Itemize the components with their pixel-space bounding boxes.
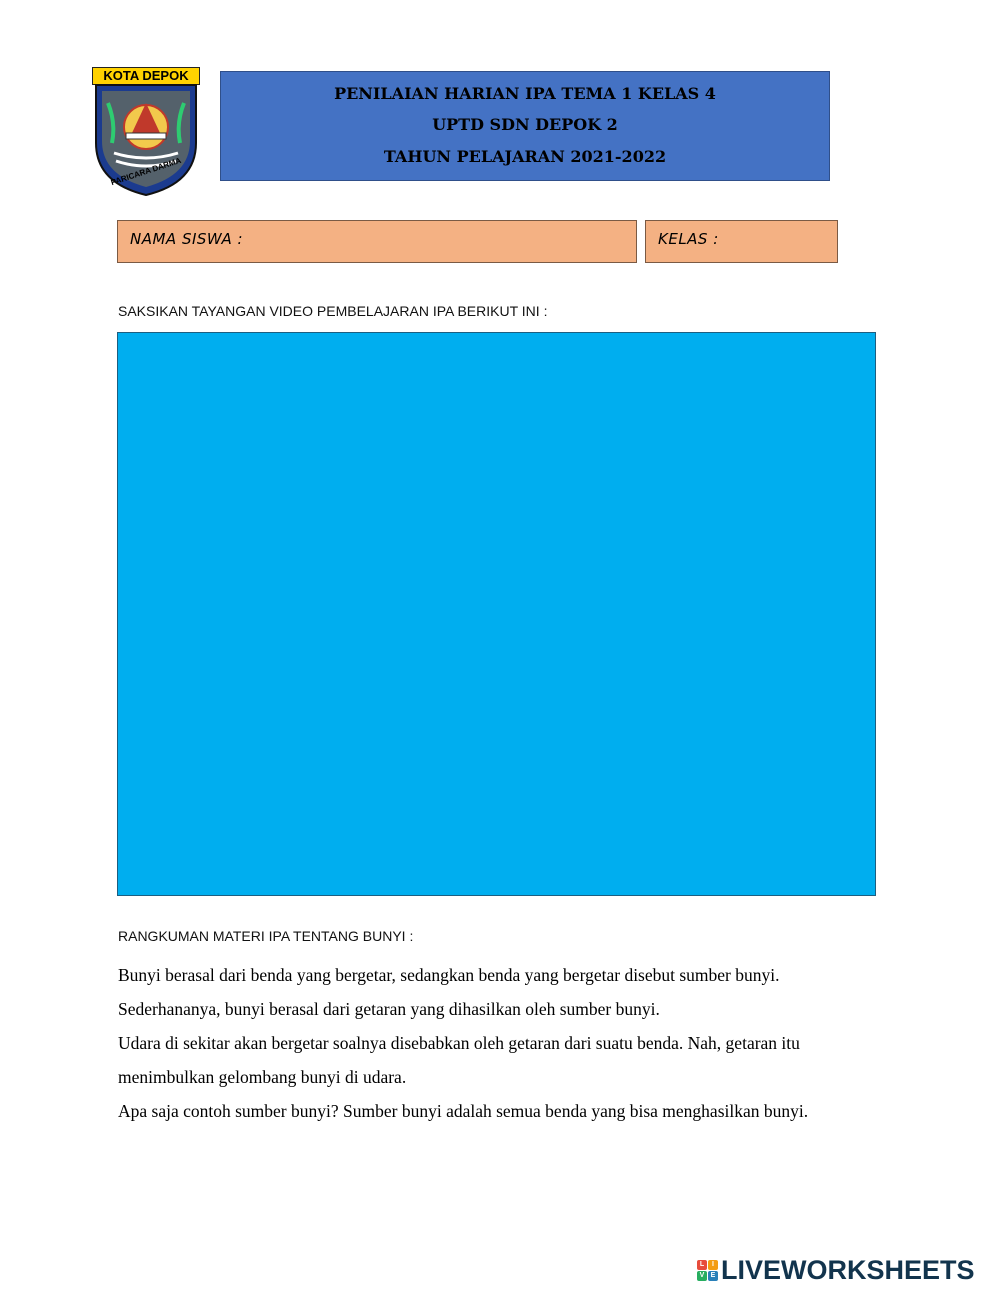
- class-field[interactable]: KELAS :: [645, 220, 838, 263]
- logo-motto: PARICARA DARMA: [109, 155, 183, 188]
- student-name-field[interactable]: NAMA SISWA :: [117, 220, 637, 263]
- liveworksheets-icon: [697, 1260, 718, 1281]
- summary-paragraph: Udara di sekitar akan bergetar soalnya disebabkan oleh getaran dari suatu benda. Nah, getaran itu menimbulkan gelombang bunyi di udara.: [118, 1033, 800, 1087]
- header-school: UPTD SDN DEPOK 2: [432, 115, 618, 135]
- video-player[interactable]: [117, 332, 876, 896]
- header-year: TAHUN PELAJARAN 2021-2022: [383, 146, 667, 166]
- summary-paragraph: Bunyi berasal dari benda yang bergetar, sedangkan benda yang bergetar disebut sumber bunyi.: [118, 965, 780, 985]
- icon-letter: I: [708, 1260, 718, 1270]
- icon-letter: L: [697, 1260, 707, 1270]
- liveworksheets-wordmark: LIVEWORKSHEETS: [721, 1254, 975, 1285]
- header-title: PENILAIAN HARIAN IPA TEMA 1 KELAS 4: [334, 84, 716, 104]
- icon-letter: E: [708, 1271, 718, 1281]
- summary-text: [118, 958, 898, 1128]
- liveworksheets-brand[interactable]: [697, 1255, 975, 1285]
- kota-depok-logo: [92, 67, 202, 197]
- icon-letter: V: [697, 1271, 707, 1281]
- summary-heading: RANGKUMAN MATERI IPA TENTANG BUNYI :: [118, 928, 414, 944]
- logo-banner: KOTA DEPOK: [92, 67, 200, 85]
- worksheet-header: [220, 71, 830, 181]
- video-instruction: SAKSIKAN TAYANGAN VIDEO PEMBELAJARAN IPA BERIKUT INI :: [118, 303, 548, 319]
- summary-paragraph: Sederhananya, bunyi berasal dari getaran yang dihasilkan oleh sumber bunyi.: [118, 999, 660, 1019]
- summary-paragraph: Apa saja contoh sumber bunyi? Sumber bunyi adalah semua benda yang bisa menghasilkan bunyi.: [118, 1101, 809, 1121]
